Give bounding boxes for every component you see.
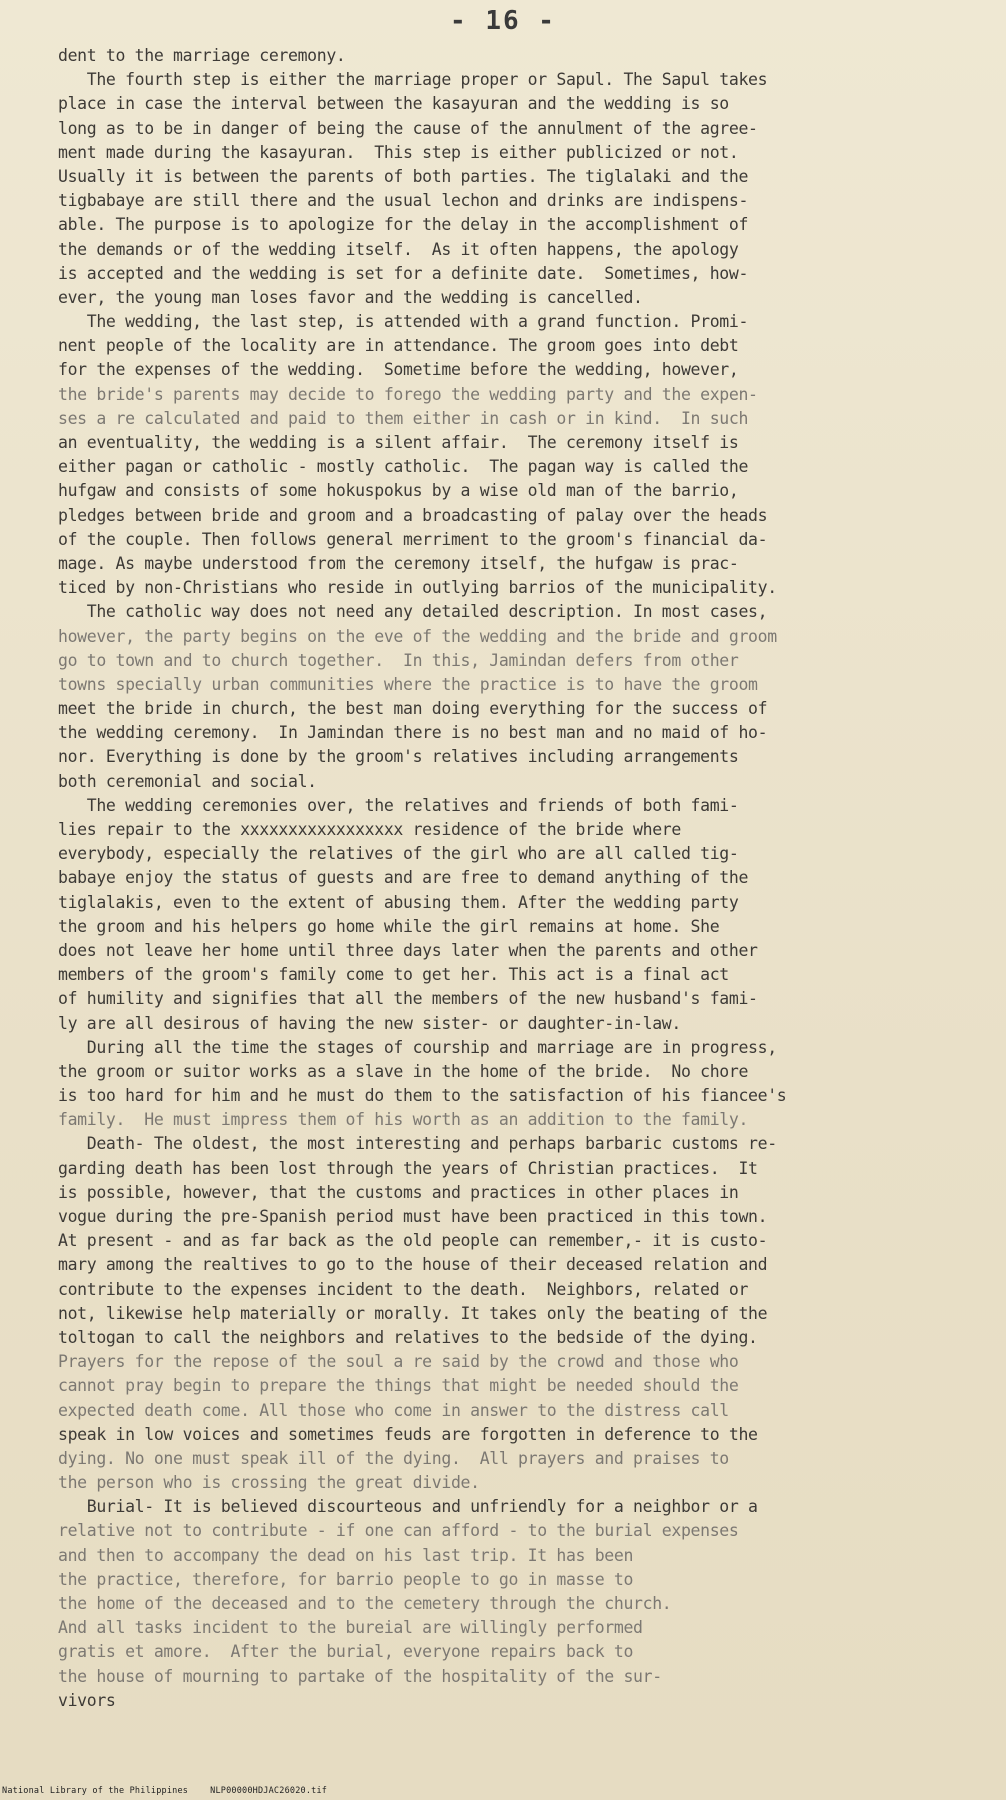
text-line: long as to be in danger of being the cause of the annulment of the agree- bbox=[58, 118, 758, 138]
text-line: The fourth step is either the marriage proper or Sapul. The Sapul takes bbox=[58, 70, 768, 90]
text-line: nor. Everything is done by the groom's relatives including arrangements bbox=[58, 747, 739, 767]
text-line: toltogan to call the neighbors and relatives to the bedside of the dying. bbox=[58, 1327, 758, 1347]
scan-footer bbox=[2, 1786, 349, 1796]
text-line: vogue during the pre-Spanish period must have been practiced in this town. bbox=[58, 1207, 768, 1226]
text-line: lies repair to the xxxxxxxxxxxxxxxxx residence of the bride where bbox=[58, 820, 681, 839]
text-line: relative not to contribute - if one can afford - to the burial expenses bbox=[58, 1521, 739, 1541]
text-line: is accepted and the wedding is set for a definite date. Sometimes, how- bbox=[58, 263, 749, 283]
text-line: The wedding ceremonies over, the relatives and friends of both fami- bbox=[58, 795, 739, 815]
text-line: however, the party begins on the eve of the wedding and the bride and groom bbox=[58, 626, 777, 646]
text-line: pledges between bride and groom and a broadcasting of palay over the heads bbox=[58, 505, 768, 525]
text-line: of the couple. Then follows general merriment to the groom's financial da- bbox=[58, 529, 768, 549]
text-line: Prayers for the repose of the soul a re said by the crowd and those who bbox=[58, 1352, 739, 1372]
text-line: for the expenses of the wedding. Sometime before the wedding, however, bbox=[58, 360, 739, 380]
text-line: the bride's parents may decide to forego the wedding party and the expen- bbox=[58, 384, 758, 404]
text-line: garding death has been lost through the years of Christian practices. It bbox=[58, 1158, 758, 1178]
file-name: NLP00000HDJAC26020.tif bbox=[210, 1786, 328, 1796]
page-number: - 16 - bbox=[450, 6, 556, 36]
document-body bbox=[58, 44, 958, 1713]
text-line: tigbabaye are still there and the usual lechon and drinks are indispens- bbox=[58, 191, 749, 211]
text-line: dent to the marriage ceremony. bbox=[58, 46, 346, 65]
text-line: the demands or of the wedding itself. As it often happens, the apology bbox=[58, 239, 739, 259]
text-line: go to town and to church together. In this, Jamindan defers from other bbox=[58, 650, 739, 670]
text-line: The wedding, the last step, is attended with a grand function. Promi- bbox=[58, 312, 749, 332]
text-line: the practice, therefore, for barrio people to go in masse to bbox=[58, 1569, 634, 1589]
text-line: Usually it is between the parents of both parties. The tiglalaki and the bbox=[58, 166, 749, 186]
text-line: ment made during the kasayuran. This step is either publicized or not. bbox=[58, 142, 739, 162]
text-line: the house of mourning to partake of the hospitality of the sur- bbox=[58, 1666, 662, 1686]
text-line: not, likewise help materially or morally. It takes only the beating of the bbox=[58, 1303, 768, 1323]
text-line: tiglalakis, even to the extent of abusing them. After the wedding party bbox=[58, 892, 739, 912]
text-line: is possible, however, that the customs and practices in other places in bbox=[58, 1182, 739, 1202]
text-line: cannot pray begin to prepare the things that might be needed should the bbox=[58, 1376, 739, 1396]
text-line: both ceremonial and social. bbox=[58, 771, 317, 791]
text-line: expected death come. All those who come in answer to the distress call bbox=[58, 1400, 729, 1420]
text-line: place in case the interval between the kasayuran and the wedding is so bbox=[58, 94, 729, 114]
text-line: dying. No one must speak ill of the dying. All prayers and praises to bbox=[58, 1448, 729, 1468]
text-line: towns specially urban communities where the practice is to have the groom bbox=[58, 674, 758, 694]
text-line: The catholic way does not need any detailed description. In most cases, bbox=[58, 602, 768, 622]
library-name: National Library of the Philippines bbox=[2, 1786, 189, 1796]
text-line: hufgaw and consists of some hokuspokus by a wise old man of the barrio, bbox=[58, 481, 739, 501]
text-line: contribute to the expenses incident to the death. Neighbors, related or bbox=[58, 1279, 749, 1299]
text-line: the groom or suitor works as a slave in the home of the bride. No chore bbox=[58, 1061, 749, 1081]
text-line: of humility and signifies that all the members of the new husband's fami- bbox=[58, 989, 758, 1009]
text-line: does not leave her home until three days later when the parents and other bbox=[58, 940, 758, 960]
text-line: everybody, especially the relatives of the girl who are all called tig- bbox=[58, 844, 739, 864]
text-line: the groom and his helpers go home while the girl remains at home. She bbox=[58, 916, 720, 936]
text-line: And all tasks incident to the bureial are willingly performed bbox=[58, 1618, 643, 1638]
text-line: either pagan or catholic - mostly catholic. The pagan way is called the bbox=[58, 457, 749, 477]
text-line: babaye enjoy the status of guests and are free to demand anything of the bbox=[58, 868, 749, 888]
text-line: mage. As maybe understood from the ceremony itself, the hufgaw is prac- bbox=[58, 553, 739, 573]
text-line: gratis et amore. After the burial, everyone repairs back to bbox=[58, 1642, 634, 1662]
text-line: meet the bride in church, the best man doing everything for the success of bbox=[58, 699, 768, 719]
text-line: nent people of the locality are in attendance. The groom goes into debt bbox=[58, 336, 739, 356]
text-line: speak in low voices and sometimes feuds are forgotten in deference to the bbox=[58, 1424, 758, 1444]
text-line: the home of the deceased and to the cemetery through the church. bbox=[58, 1594, 672, 1613]
text-line: Death- The oldest, the most interesting and perhaps barbaric customs re- bbox=[58, 1134, 777, 1154]
text-line: During all the time the stages of courship and marriage are in progress, bbox=[58, 1037, 777, 1057]
text-line: Burial- It is believed discourteous and unfriendly for a neighbor or a bbox=[58, 1497, 758, 1517]
text-line: able. The purpose is to apologize for the delay in the accomplishment of bbox=[58, 215, 749, 235]
text-line: ses a re calculated and paid to them either in cash or in kind. In such bbox=[58, 408, 749, 428]
text-line: family. He must impress them of his worth as an addition to the family. bbox=[58, 1110, 749, 1130]
text-line: mary among the realtives to go to the house of their deceased relation and bbox=[58, 1255, 768, 1275]
text-line: ever, the young man loses favor and the wedding is cancelled. bbox=[58, 287, 643, 307]
text-line: is too hard for him and he must do them to the satisfaction of his fiancee's bbox=[58, 1086, 787, 1106]
text-line: members of the groom's family come to get her. This act is a final act bbox=[58, 965, 729, 985]
text-line: the wedding ceremony. In Jamindan there is no best man and no maid of ho- bbox=[58, 723, 768, 743]
text-line: an eventuality, the wedding is a silent affair. The ceremony itself is bbox=[58, 433, 739, 452]
text-line: and then to accompany the dead on his last trip. It has been bbox=[58, 1545, 634, 1565]
text-line: At present - and as far back as the old people can remember,- it is custo- bbox=[58, 1231, 768, 1251]
text-line: vivors bbox=[58, 1690, 116, 1710]
text-line: ticed by non-Christians who reside in outlying barrios of the municipality. bbox=[58, 578, 777, 598]
text-line: ly are all desirous of having the new sister- or daughter-in-law. bbox=[58, 1013, 681, 1033]
text-line: the person who is crossing the great divide. bbox=[58, 1473, 480, 1493]
